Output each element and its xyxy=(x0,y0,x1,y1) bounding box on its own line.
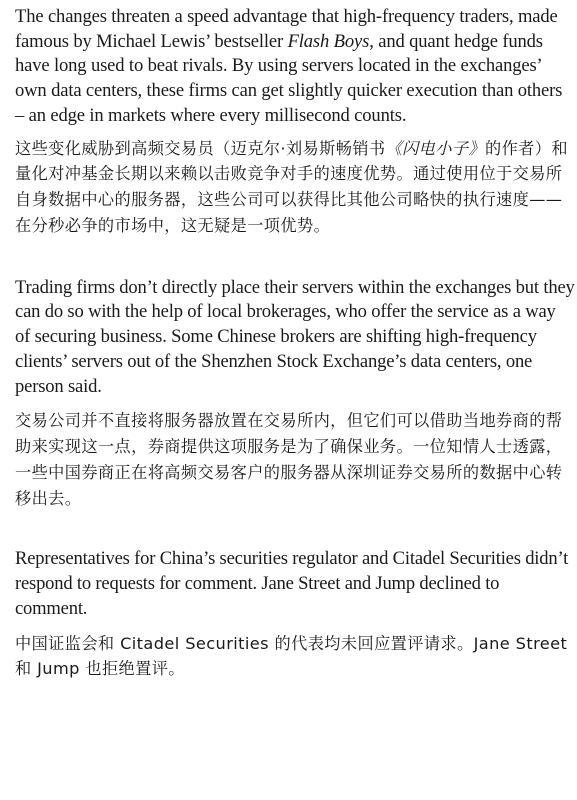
paragraph-block-3 xyxy=(15,547,575,682)
paragraph-english-2: Trading firms don’t directly place their servers within the exchanges but they can do so with the help of local brokerages, who offer the service as a way of securing business. Some Chinese brokers are shifting high-frequency clients’ servers out of the Shenzhen Stock Exchange’s data centers, one person said. xyxy=(15,276,575,397)
book-title-flash-boys: Flash Boys xyxy=(287,30,370,52)
paragraph-chinese-1 xyxy=(15,136,575,239)
paragraph-chinese-3: 中国证监会和 Citadel Securities 的代表均未回应置评请求。Jane Street 和 Jump 也拒绝置评。 xyxy=(15,633,568,679)
paragraph-block-2 xyxy=(15,276,575,512)
paragraph-chinese-2: 交易公司并不直接将服务器放置在交易所内，但它们可以借助当地券商的帮助来实现这一点，券商提供这项服务是为了确保业务。一位知情人士透露，一些中国券商正在将高频交易客户的服务器从深圳证券交易所的数据中心转移出去。 xyxy=(15,411,563,508)
paragraph-text: , and quant hedge funds have long used to beat rivals. By using servers located in the exchanges’ own data centers, these firms can get slightly quicker execution than others – an edge in markets where every millisecond counts. xyxy=(15,30,563,126)
paragraph-text: 这些变化威胁到高频交易员（迈克尔·刘易斯畅销书 xyxy=(15,138,386,158)
paragraph-english-1 xyxy=(15,5,575,129)
paragraph-text: The changes threaten a speed advantage that high-frequency traders, made famous by Michael Lewis’ bestseller xyxy=(15,6,558,52)
article-body xyxy=(15,5,575,682)
paragraph-english-3: Representatives for China’s securities regulator and Citadel Securities didn’t respond to requests for comment. Jane Street and Jump declined to comment. xyxy=(15,548,569,619)
paragraph-text: 的作者）和量化对冲基金长期以来赖以击败竞争对手的速度优势。通过使用位于交易所自身数据中心的服务器，这些公司可以获得比其他公司略快的执行速度——在分秒必争的市场中，这无疑是一项优势。 xyxy=(15,138,568,235)
book-title-chinese: 《闪电小子》 xyxy=(385,138,485,158)
paragraph-block-1 xyxy=(15,5,575,239)
